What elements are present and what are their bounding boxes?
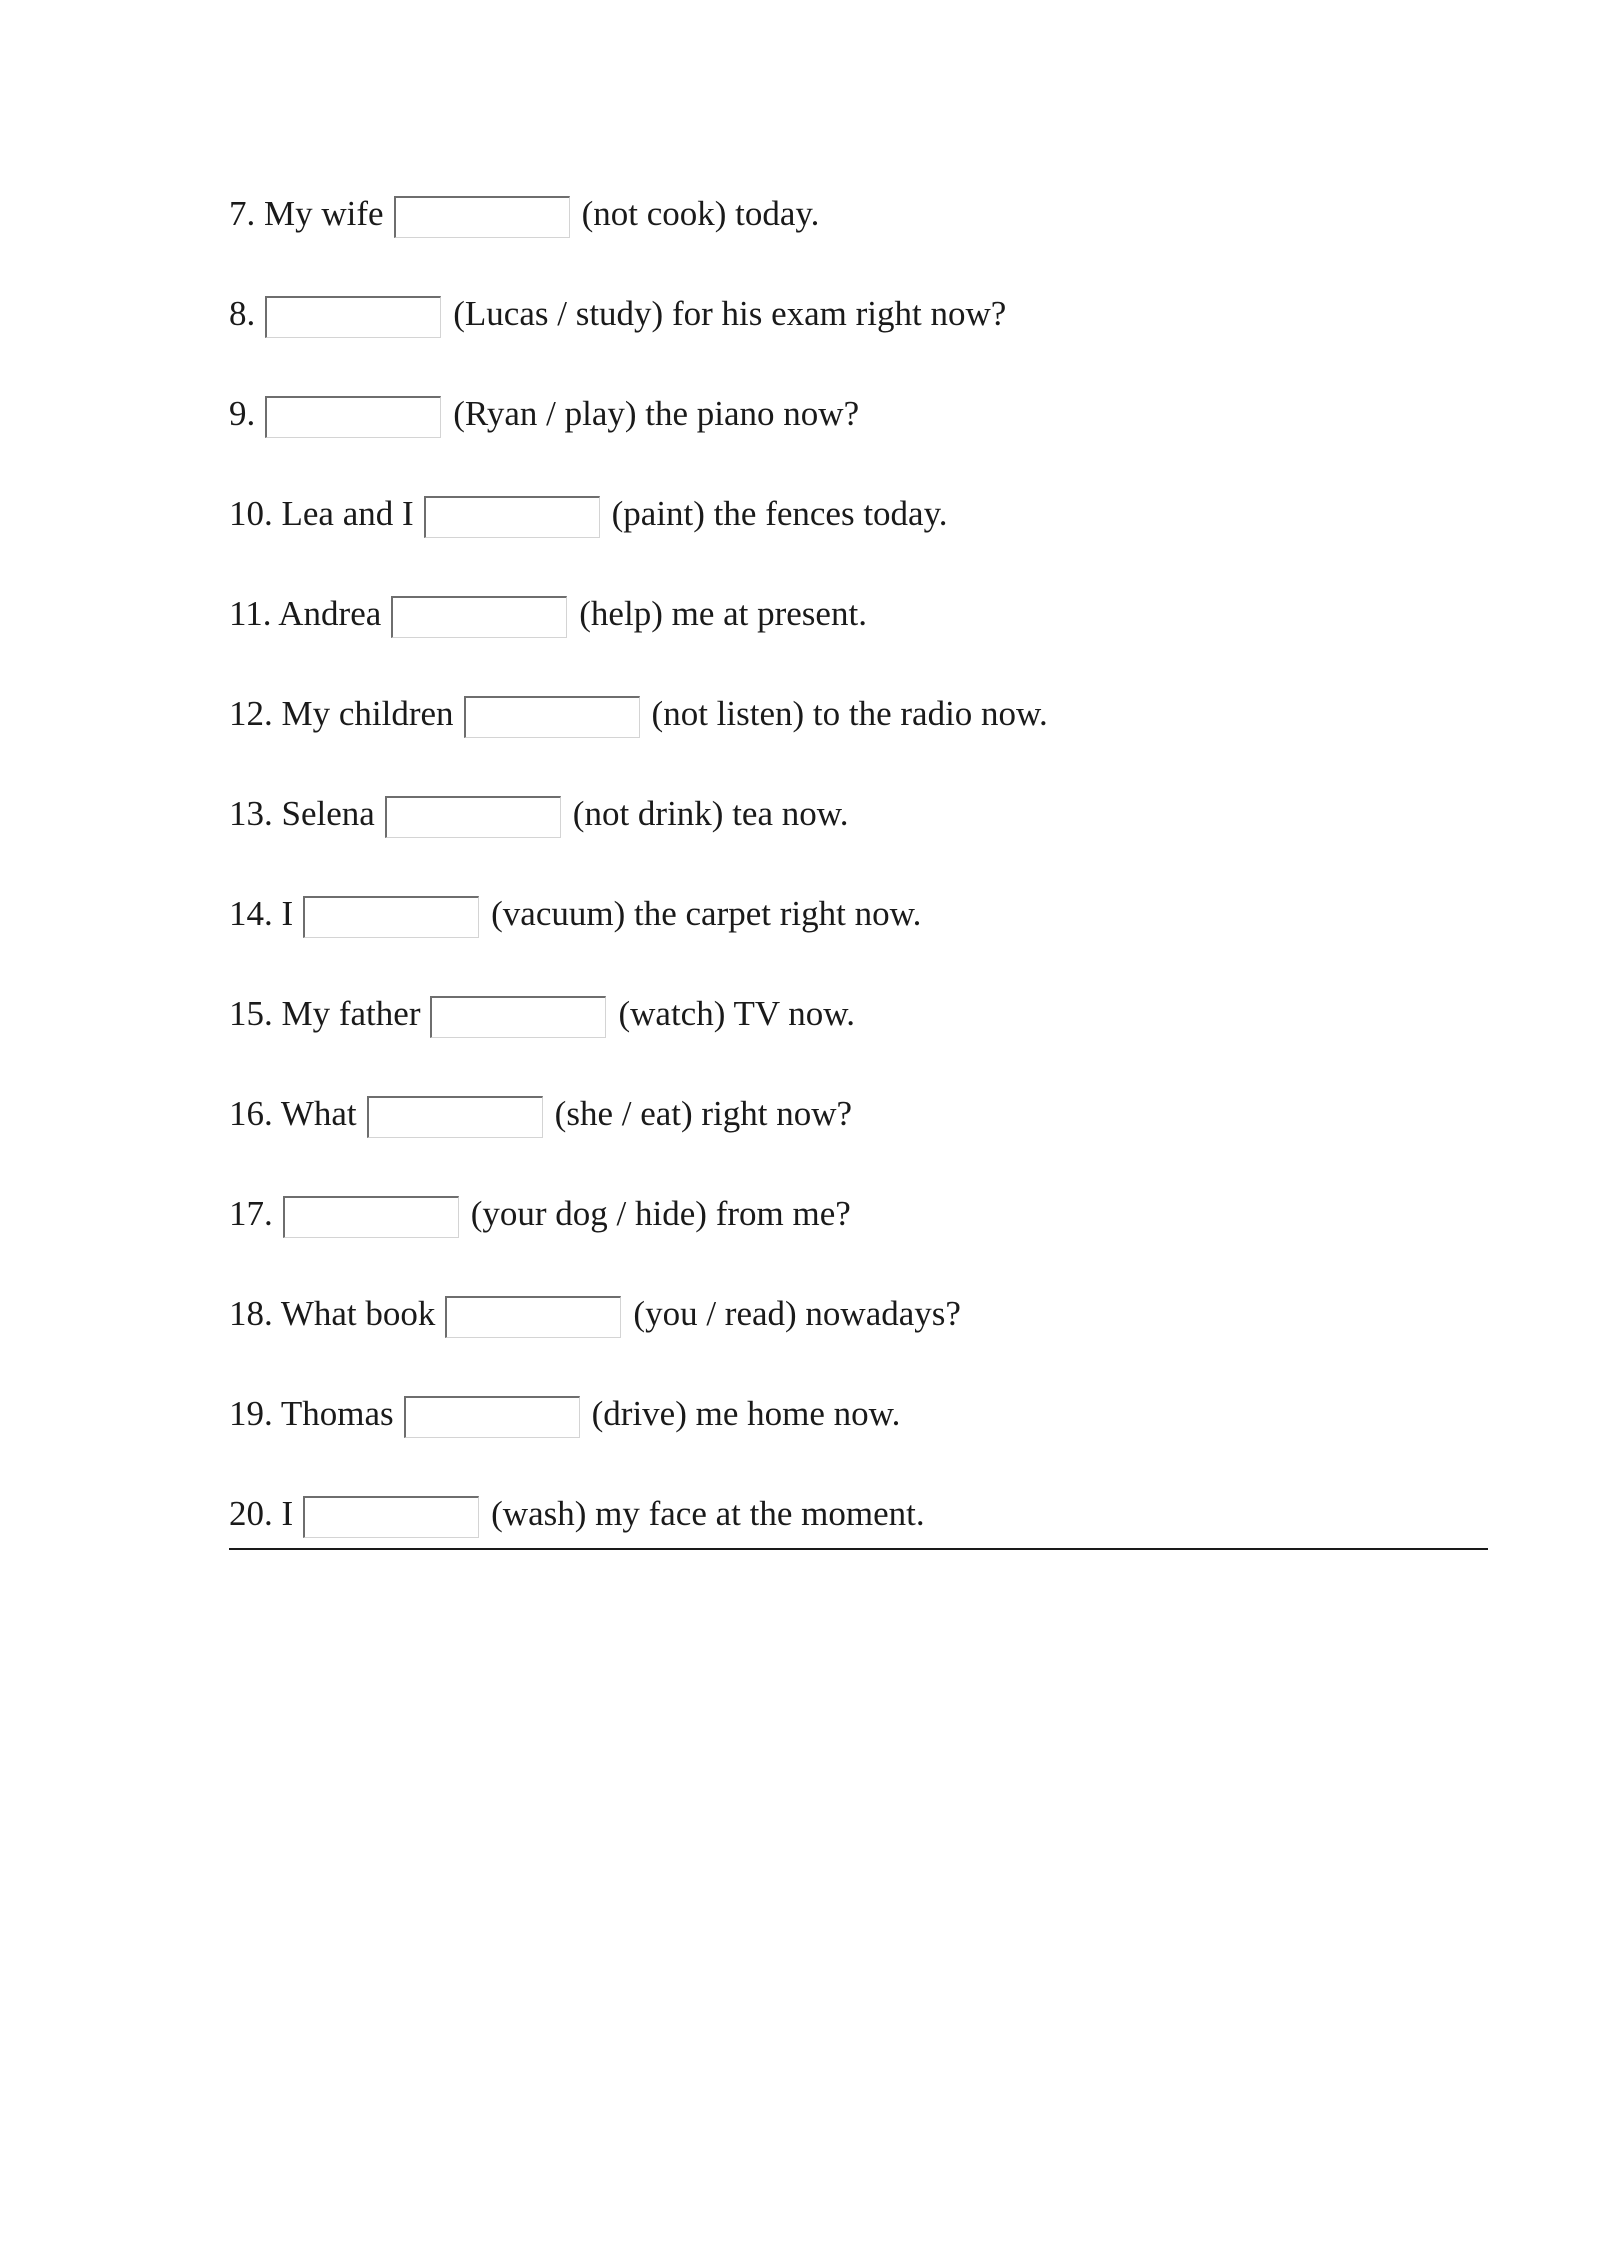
item-prompt: 12. My children: [229, 694, 454, 733]
item-prompt: 7. My wife: [229, 194, 384, 233]
item-hint: (your dog / hide) from me?: [470, 1194, 851, 1233]
answer-input-10[interactable]: [424, 496, 600, 538]
item-prompt: 16. What: [229, 1094, 357, 1133]
answer-input-11[interactable]: [391, 596, 567, 638]
item-prompt: 15. My father: [229, 994, 421, 1033]
exercise-item-13: [229, 790, 1489, 890]
item-prompt: 10. Lea and I: [229, 494, 414, 533]
answer-input-9[interactable]: [265, 396, 441, 438]
exercise-item-14: [229, 890, 1489, 990]
item-hint: (you / read) nowadays?: [633, 1294, 961, 1333]
item-hint: (watch) TV now.: [618, 994, 856, 1033]
item-prompt: 13. Selena: [229, 794, 375, 833]
item-prompt: 19. Thomas: [229, 1394, 394, 1433]
exercise-item-12: [229, 690, 1489, 790]
item-hint: (paint) the fences today.: [611, 494, 948, 533]
item-hint: (Lucas / study) for his exam right now?: [453, 294, 1007, 333]
exercise-item-8: [229, 290, 1489, 390]
exercise-item-15: [229, 990, 1489, 1090]
answer-input-19[interactable]: [404, 1396, 580, 1438]
item-prompt: 11. Andrea: [229, 594, 382, 633]
exercise-item-18: [229, 1290, 1489, 1390]
exercise-item-11: [229, 590, 1489, 690]
answer-input-7[interactable]: [394, 196, 570, 238]
answer-input-15[interactable]: [430, 996, 606, 1038]
exercise-item-19: [229, 1390, 1489, 1490]
exercise-item-7: [229, 190, 1489, 290]
item-hint: (drive) me home now.: [591, 1394, 901, 1433]
item-hint: (Ryan / play) the piano now?: [453, 394, 860, 433]
item-prompt: 9.: [229, 394, 256, 433]
answer-input-16[interactable]: [367, 1096, 543, 1138]
item-hint: (not cook) today.: [581, 194, 820, 233]
answer-input-8[interactable]: [265, 296, 441, 338]
item-hint: (not listen) to the radio now.: [651, 694, 1048, 733]
item-hint: (wash) my face at the moment.: [491, 1494, 925, 1533]
exercise-item-20: [229, 1490, 1489, 1590]
answer-input-12[interactable]: [464, 696, 640, 738]
answer-input-18[interactable]: [445, 1296, 621, 1338]
item-prompt: 14. I: [229, 894, 294, 933]
exercise-item-9: [229, 390, 1489, 490]
worksheet: [229, 190, 1489, 1590]
answer-input-17[interactable]: [283, 1196, 459, 1238]
item-prompt: 18. What book: [229, 1294, 436, 1333]
answer-input-20[interactable]: [303, 1496, 479, 1538]
item-hint: (vacuum) the carpet right now.: [491, 894, 922, 933]
exercise-item-17: [229, 1190, 1489, 1290]
item-prompt: 20. I: [229, 1494, 294, 1533]
exercise-item-10: [229, 490, 1489, 590]
answer-input-13[interactable]: [385, 796, 561, 838]
item-prompt: 17.: [229, 1194, 273, 1233]
item-hint: (not drink) tea now.: [572, 794, 849, 833]
item-hint: (help) me at present.: [579, 594, 867, 633]
item-prompt: 8.: [229, 294, 256, 333]
answer-input-14[interactable]: [303, 896, 479, 938]
exercise-item-16: [229, 1090, 1489, 1190]
item-hint: (she / eat) right now?: [554, 1094, 853, 1133]
